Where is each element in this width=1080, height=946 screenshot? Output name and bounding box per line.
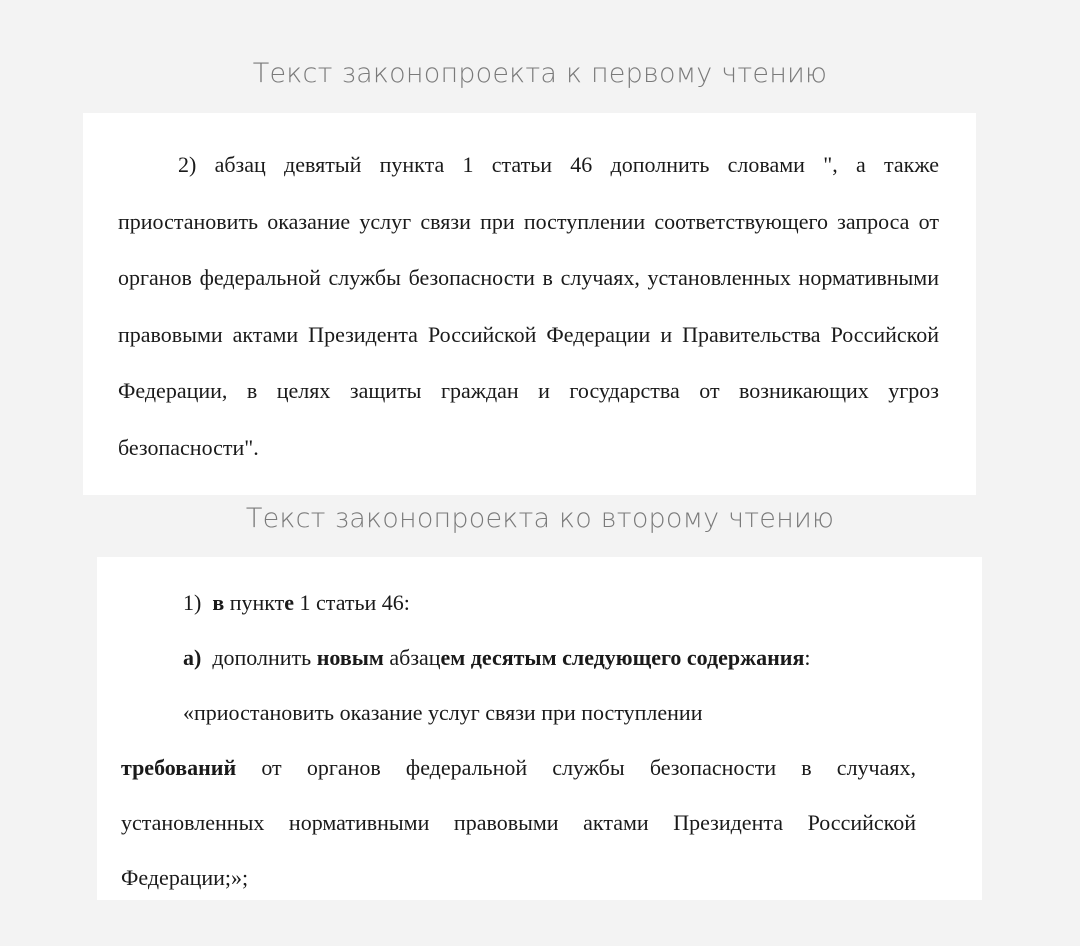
- text-fragment: :: [804, 645, 811, 670]
- second-reading-text-panel: [97, 557, 982, 900]
- bold-insert: требований: [121, 755, 237, 780]
- first-reading-paragraph: 2) абзац девятый пункта 1 статьи 46 дополнить словами ", а также приостановить оказание услуг связи при поступлении соответствующего запроса от органов федеральной службы безопасности в случаях, установленных нормативными правовыми актами Президента Российской Федерации и Правительства Российской Федерации, в целях защиты граждан и государства от возникающих угроз безопасности".: [118, 152, 939, 460]
- bold-insert: е: [284, 590, 295, 615]
- first-reading-heading: Текст законопроекта к первому чтению: [252, 58, 828, 89]
- amendment-item-a: [121, 630, 916, 685]
- first-reading-text-panel: [83, 113, 976, 495]
- bold-insert: ем десятым следующего содержания: [440, 645, 805, 670]
- text-fragment: абзац: [389, 645, 441, 670]
- item-number: 1): [183, 590, 202, 615]
- quoted-text-line-2: [121, 740, 916, 795]
- quoted-text-line-4: Федерации;»;: [121, 865, 249, 890]
- quoted-text-line-1: «приостановить оказание услуг связи при поступлении: [183, 700, 703, 725]
- bold-insert: в: [212, 590, 225, 615]
- text-fragment: пункт: [229, 590, 285, 615]
- quoted-text-line-3: установленных нормативными правовыми актами Президента Российской: [121, 810, 916, 835]
- amendment-item-1: [121, 575, 916, 630]
- text-fragment: 1 статьи 46:: [299, 590, 410, 615]
- text-fragment: от органов федеральной службы безопасности в случаях,: [261, 755, 917, 780]
- item-letter: а): [183, 645, 202, 670]
- text-fragment: дополнить: [212, 645, 312, 670]
- bold-insert: новым: [316, 645, 384, 670]
- second-reading-heading: Текст законопроекта ко второму чтению: [245, 503, 835, 534]
